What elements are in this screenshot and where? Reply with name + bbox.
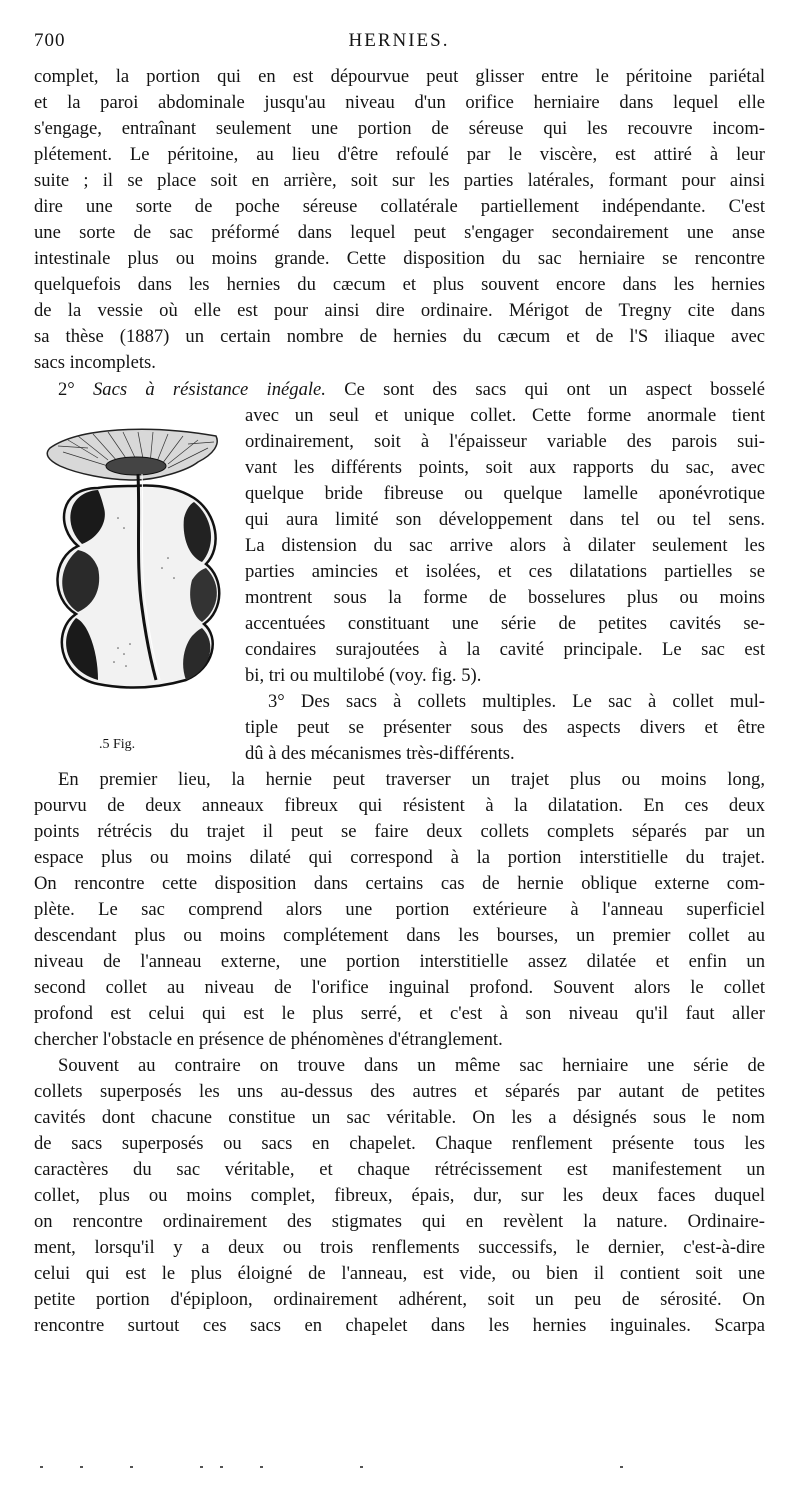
text-line: et la paroi abdominale jusqu'au niveau d'un orifice herniaire dans lequel elle (34, 92, 765, 113)
text-line: accentuées constituant une série de petites cavités se- (245, 613, 765, 634)
text-line: dire une sorte de poche séreuse collatérale partiellement indépendante. C'est (34, 196, 765, 217)
text-line: chercher l'obstacle en présence de phénomènes d'étranglement. (34, 1029, 503, 1050)
section-number: 2° (58, 379, 93, 400)
text-line: s'engage, entraînant seulement une portion de séreuse qui les recouvre incom- (34, 118, 765, 139)
text-line: de sacs superposés ou sacs en chapelet. Chaque renflement présente tous les (34, 1133, 765, 1154)
text-line: condaires surajoutées à la cavité principale. Le sac est (245, 639, 765, 660)
text-line: descendant plus ou moins complétement dans les bourses, un premier collet au (34, 925, 765, 946)
text-line: cavités dont chacune constitue un sac véritable. On les a désignés sous le nom (34, 1107, 765, 1128)
text-line: espace plus ou moins dilaté qui correspond à la portion interstitielle du trajet. (34, 847, 765, 868)
text-line: On rencontre cette disposition dans certains cas de hernie oblique externe com- (34, 873, 765, 894)
text-line: petite portion d'épiploon, ordinairement adhérent, soit un peu de sérosité. On (34, 1289, 765, 1310)
text-line: 3° Des sacs à collets multiples. Le sac à collet mul- (268, 691, 765, 712)
text-line: complet, la portion qui en est dépourvue peut glisser entre le péritoine pariétal (34, 66, 765, 87)
text-line: dû à des mécanismes très-différents. (245, 743, 515, 764)
text-line: de la vessie où elle est pour ainsi dire ordinaire. Mérigot de Tregny cite dans (34, 300, 765, 321)
text-line: vant les différents points, soit aux rapports du sac, avec (245, 457, 765, 478)
text-line: rencontre surtout ces sacs en chapelet dans les hernies inguinales. Scarpa (34, 1315, 765, 1336)
text-line: collet, plus ou moins complet, fibreux, épais, dur, sur les deux faces duquel (34, 1185, 765, 1206)
page-number: 700 (34, 30, 66, 51)
text-line: celui qui est le plus éloigné de l'anneau, est vide, ou bien il contient soit une (34, 1263, 765, 1284)
text-line: sa thèse (1887) un certain nombre de hernies du cæcum et de l'S iliaque avec (34, 326, 765, 347)
text-line: caractères du sac véritable, et chaque rétrécissement est manifestement un (34, 1159, 765, 1180)
text-line: Souvent au contraire on trouve dans un même sac herniaire une série de (58, 1055, 765, 1076)
text-line: niveau de l'anneau externe, une portion interstitielle assez dilatée et enfin un (34, 951, 765, 972)
text-line: second collet au niveau de l'orifice inguinal profond. Souvent alors le collet (34, 977, 765, 998)
text-line: une sorte de sac préformé dans lequel peut s'engager secondairement une anse (34, 222, 765, 243)
running-title: HERNIES. (348, 30, 450, 51)
text-line: parties amincies et isolées, et ces dilatations partielles se (245, 561, 765, 582)
text-line: ment, lorsqu'il y a deux ou trois renflements successifs, le dernier, c'est-à-dire (34, 1237, 765, 1258)
text-line: ordinairement, soit à l'épaisseur variable des parois sui- (245, 431, 765, 452)
scan-speckle (34, 1466, 764, 1478)
text-line: tiple peut se présenter sous des aspects divers et être (245, 717, 765, 738)
text-line: qui aura limité son développement dans tel ou tel sens. (245, 509, 765, 530)
text-line: on rencontre ordinairement des stigmates qui en revèlent la nature. Ordinaire- (34, 1211, 765, 1232)
text-line: collets superposés les uns au-dessus des autres et séparés par autant de petites (34, 1081, 765, 1102)
text-line: pourvu de deux anneaux fibreux qui résistent à la dilatation. En ces deux (34, 795, 765, 816)
section-2-title: Sacs à résistance inégale. (93, 379, 326, 400)
figure-caption: .5 Fig. (99, 737, 136, 752)
text-line: suite ; il se place soit en arrière, soit sur les parties latérales, formant pour ainsi (34, 170, 765, 191)
text-line: En premier lieu, la hernie peut traverser un trajet plus ou moins long, (58, 769, 765, 790)
hernia-sac-figure (38, 418, 228, 718)
text-line: quelque bride fibreuse ou quelque lamelle aponévrotique (245, 483, 765, 504)
text-line: intestinale plus ou moins grande. Cette disposition du sac herniaire se rencontre (34, 248, 765, 269)
section-2-text: Ce sont des sacs qui ont un aspect bosselé (325, 379, 766, 400)
text-line: bi, tri ou multilobé (voy. fig. 5). (245, 665, 482, 686)
text-line: points rétrécis du trajet il peut se faire deux collets complets séparés par un (34, 821, 765, 842)
text-line: sacs incomplets. (34, 352, 156, 373)
text-line: montrent sous la forme de bosselures plus ou moins (245, 587, 765, 608)
page-header (34, 30, 764, 56)
text-line: plétement. Le péritoine, au lieu d'être refoulé par le viscère, est attiré à leur (34, 144, 765, 165)
text-line: La distension du sac arrive alors à dilater seulement les (245, 535, 765, 556)
text-line: quelquefois dans les hernies du cæcum et plus souvent encore dans les hernies (34, 274, 765, 295)
text-line: plète. Le sac comprend alors une portion extérieure à l'anneau superficiel (34, 899, 765, 920)
section-heading-line (58, 377, 765, 403)
text-line: profond est celui qui est le plus serré, et c'est à son niveau qu'il faut aller (34, 1003, 765, 1024)
text-line: avec un seul et unique collet. Cette forme anormale tient (245, 405, 765, 426)
